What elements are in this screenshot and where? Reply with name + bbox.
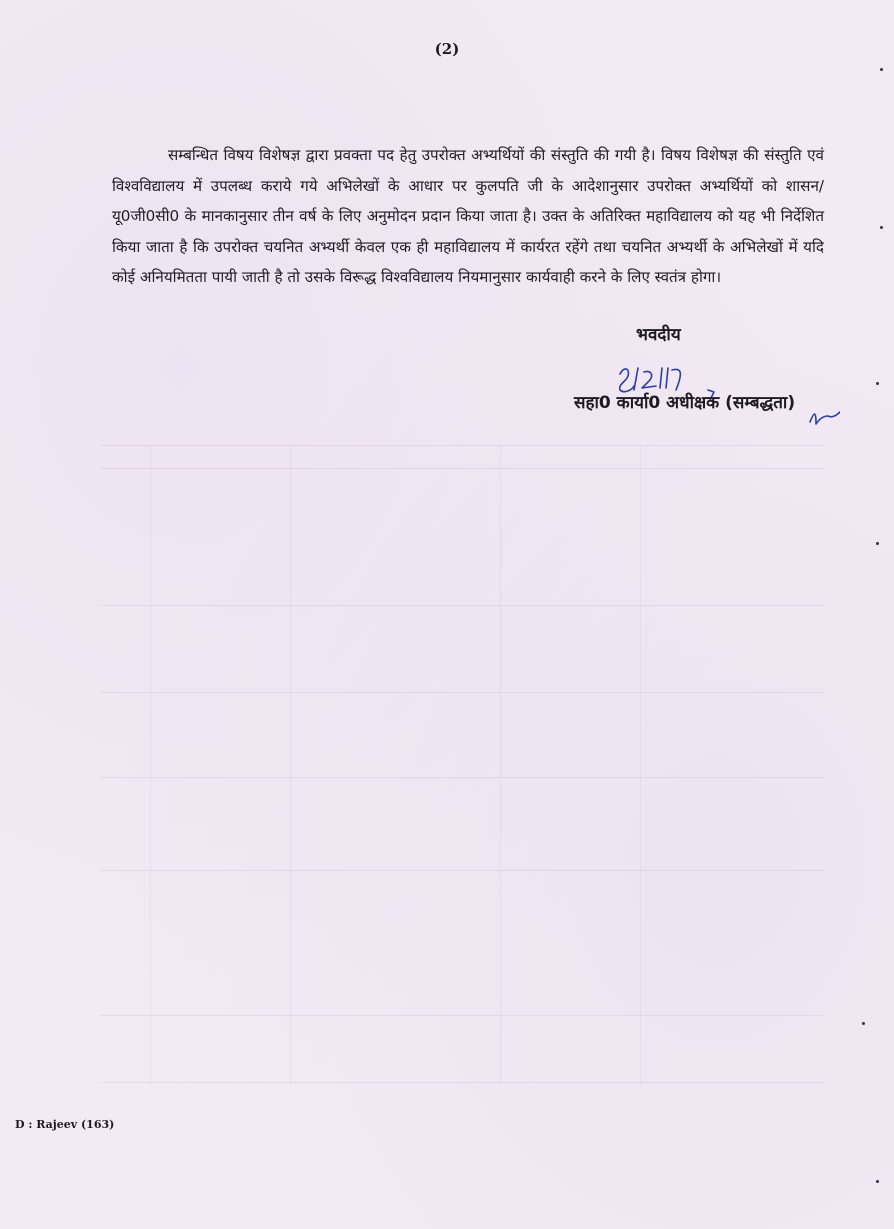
- bleed-through-line: [500, 445, 501, 1085]
- scan-speck: [876, 1180, 879, 1183]
- bleed-through-line: [100, 1015, 824, 1016]
- bleed-through-line: [100, 777, 824, 778]
- page-number: (2): [434, 40, 460, 58]
- bleed-through-line: [640, 445, 641, 1085]
- scan-speck: [880, 226, 883, 229]
- bleed-through-line: [100, 605, 824, 606]
- scan-speck: [880, 68, 883, 71]
- bleed-through-line: [290, 445, 291, 1085]
- bleed-through-line: [100, 468, 824, 469]
- closing-salutation: भवदीय: [636, 325, 681, 345]
- bleed-through-line: [150, 445, 151, 1085]
- bleed-through-line: [100, 692, 824, 693]
- bleed-through-line: [100, 870, 824, 871]
- footer-reference-code: D : Rajeev (163): [15, 1118, 115, 1131]
- scan-speck: [862, 1022, 865, 1025]
- scan-speck: [876, 382, 879, 385]
- signatory-designation: सहा0 कार्या0 अधीक्षक (सम्बद्धता): [574, 393, 796, 413]
- body-paragraph: सम्बन्धित विषय विशेषज्ञ द्वारा प्रवक्ता पद हेतु उपरोक्त अभ्यर्थियों की संस्तुति की गयी है। विषय विशेषज्ञ की संस्तुति एवं विश्वविद्यालय में उपलब्ध कराये गये अभिलेखों के आधार पर कुलपति जी के आदेशानुसार उपरोक्त अभ्यर्थियों को शासन/यू0जी0सी0 के मानकानुसार तीन वर्ष के लिए अनुमोदन प्रदान किया जाता है। उक्त के अतिरिक्त महाविद्यालय को यह भी निर्देशित किया जाता है कि उपरोक्त चयनित अभ्यर्थी केवल एक ही महाविद्यालय में कार्यरत रहेंगे तथा चयनित अभ्यर्थी के अभिलेखों में यदि कोई अनियमितता पायी जाती है तो उसके विरूद्ध विश्वविद्यालय नियमानुसार कार्यवाही करने के लिए स्वतंत्र होगा।: [112, 146, 824, 286]
- bleed-through-line: [100, 445, 824, 446]
- bleed-through-line: [100, 1082, 824, 1083]
- scan-speck: [876, 542, 879, 545]
